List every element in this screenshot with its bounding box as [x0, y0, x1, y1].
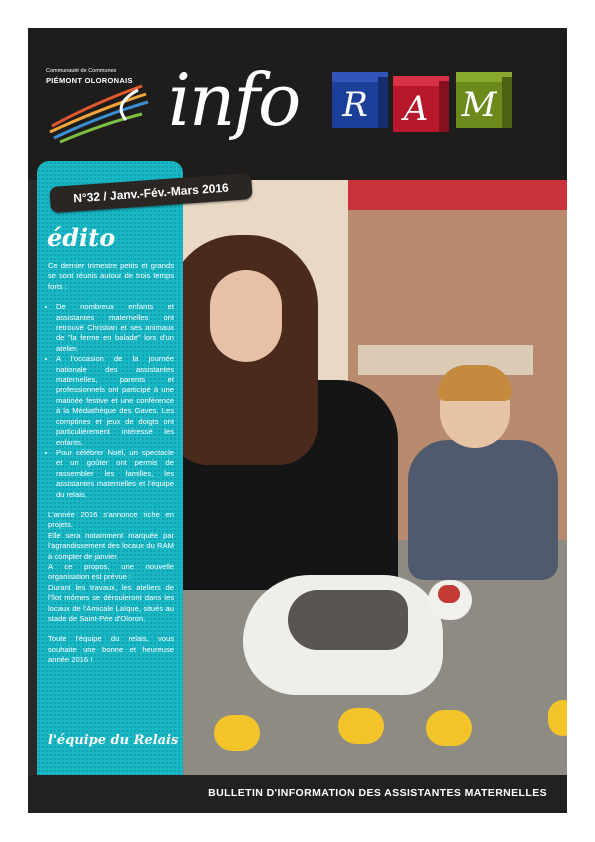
duckling-figure [338, 708, 384, 744]
cube-letter-r: R [332, 82, 378, 128]
edito-signature: l'équipe du Relais [48, 733, 179, 748]
edito-bullets [48, 302, 174, 500]
logo-line-2: PIÉMONT OLORONAIS [46, 76, 133, 85]
logo-line-1: Communauté de Communes [46, 68, 117, 74]
edito-para: Elle sera notamment marquée par l'agrandissement des locaux du RAM à compter de janvier. [48, 530, 174, 561]
edito-bullet: • Pour célébrer Noël, un spectacle et un goûter ont permis de rassembler les familles, les assistantes maternelles et l'équipe du relais. [56, 448, 174, 500]
edito-para: Durant les travaux, les ateliers de l'îlot mômes se dérouleront dans les locaux de l'Amicale Laïque, situés au stade de Saint-Pée d'Oloron. [48, 582, 174, 623]
duckling-figure [426, 710, 472, 746]
edito-panel [37, 161, 183, 787]
duckling-figure [214, 715, 260, 751]
issue-badge: N°32 / Janv.-Fév.-Mars 2016 [49, 173, 252, 213]
header-banner [28, 28, 567, 180]
edito-body [48, 261, 174, 666]
edito-para: Toute l'équipe du relais, vous souhaite une bonne et heureuse année 2016 ! [48, 634, 174, 665]
cc-piemont-oloronais-logo [42, 64, 162, 144]
footer-bar [28, 775, 567, 813]
cube-r [332, 72, 388, 128]
info-title: info [168, 58, 300, 142]
child-figure [408, 440, 558, 580]
edito-bullet: • A l'occasion de la journée nationale des assistantes maternelles, parents et professionnels ont participé à une matinée festive et une conférence à la Médiathèque des Gaves. Les comptines et jeux de doigts ont particulièrement intéressé les enfants. [56, 354, 174, 448]
edito-para: L'année 2016 s'annonce riche en projets. [48, 509, 174, 530]
cover-photo [138, 180, 567, 775]
cube-m [456, 72, 512, 128]
edito-para: A ce propos, une nouvelle organisation est prévue : [48, 561, 174, 582]
edito-intro: Ce dernier trimestre petits et grands se sont réunis autour de trois temps forts : [48, 261, 174, 291]
duckling-figure [548, 700, 567, 736]
newsletter-cover [28, 28, 567, 813]
logo-swoosh-icon [42, 64, 162, 144]
cube-letter-a: A [393, 86, 439, 132]
footer-tagline: BULLETIN D'INFORMATION DES ASSISTANTES MATERNELLES [208, 787, 547, 799]
cube-a [393, 76, 449, 132]
edito-title: édito [47, 223, 116, 252]
edito-bullet: • De nombreux enfants et assistantes maternelles ont retrouvé Christian et ses animaux de "la ferme en balade" lors d'un atelier. [56, 302, 174, 354]
cube-letter-m: M [456, 82, 502, 128]
